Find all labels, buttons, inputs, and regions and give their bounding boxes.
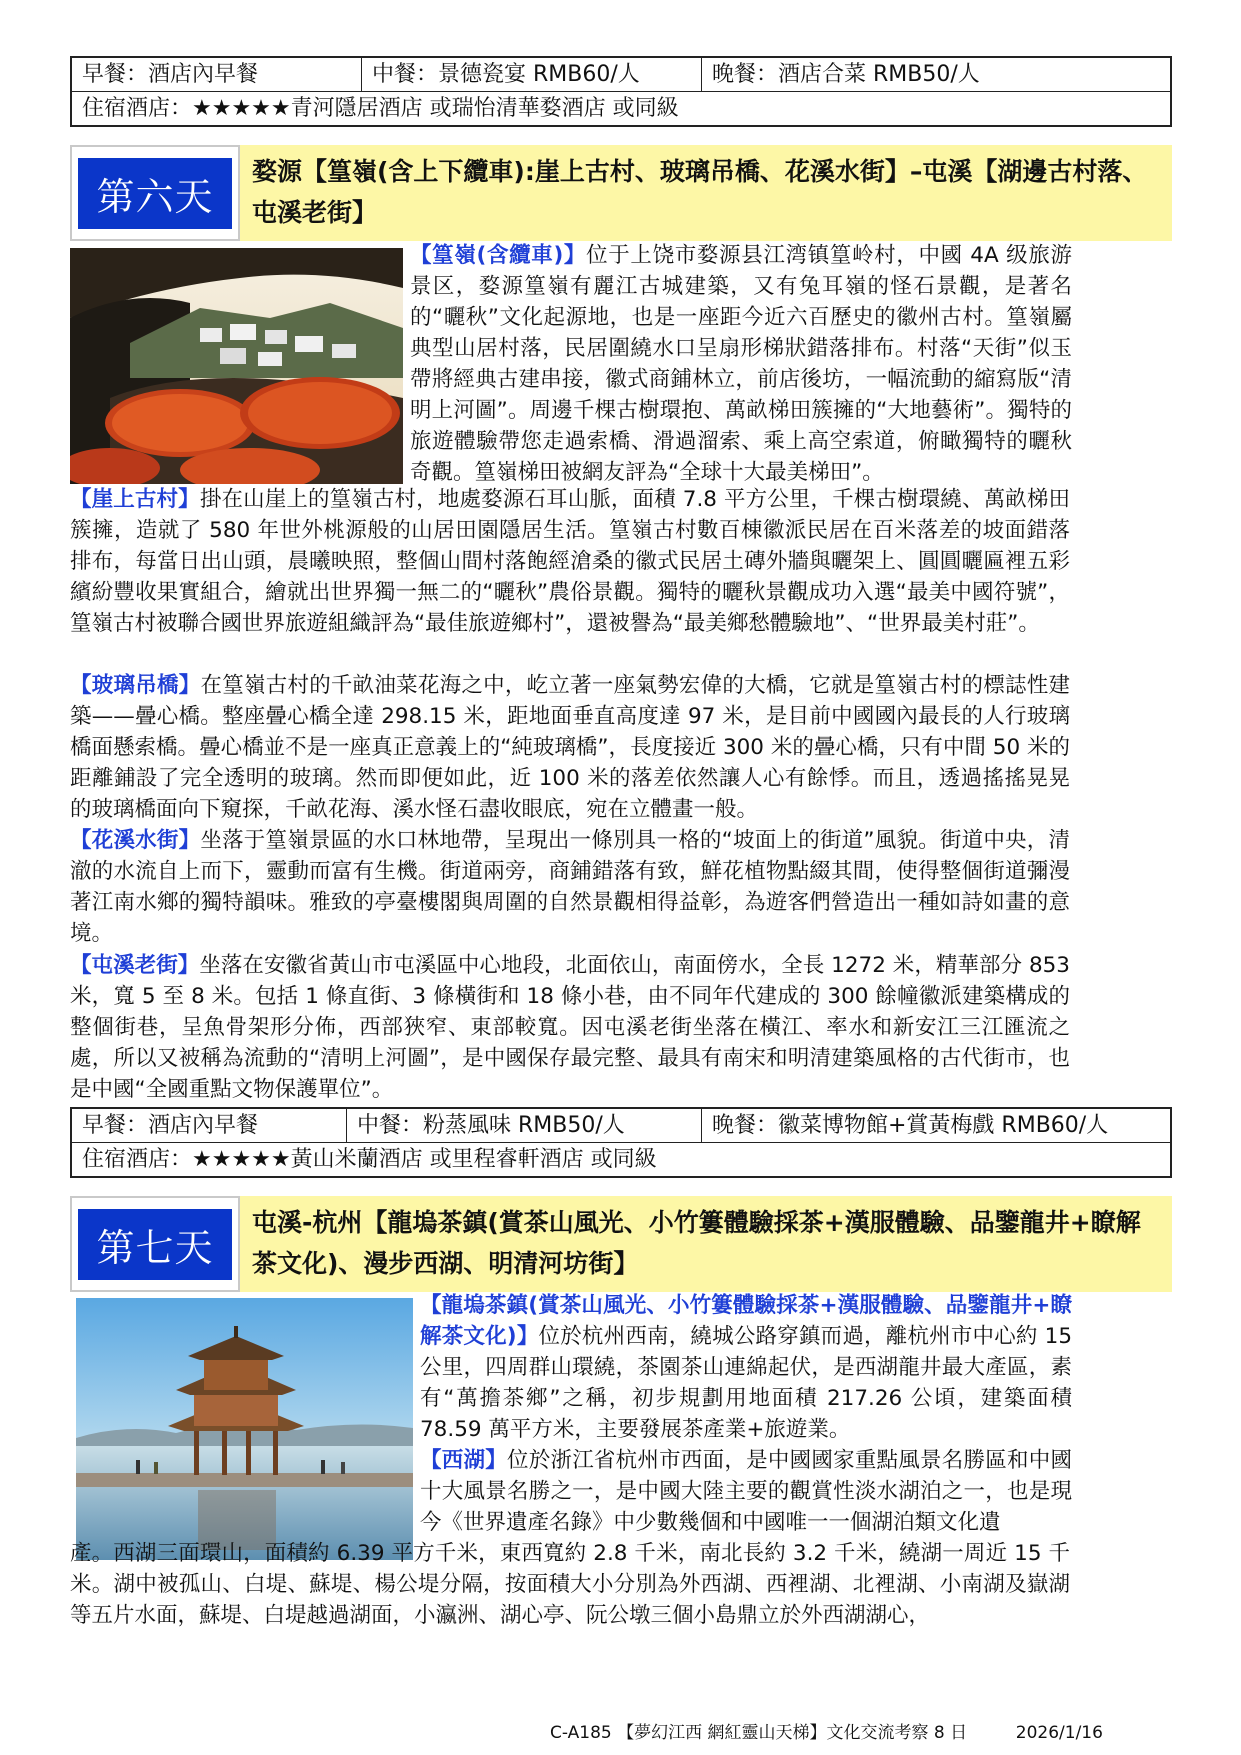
hotel-row [72,92,1170,125]
section-heading: 【篁嶺(含纜車)】 [410,243,587,268]
hotel-cell: 住宿酒店：★★★★★青河隱居酒店 或瑞怡清華婺酒店 或同級 [82,96,679,121]
section-heading: 【屯溪老街】 [70,953,200,978]
section-cliff-village [70,484,1070,639]
section-text: 位於浙江省杭州市西面，是中國國家重點風景名勝區和中國十大風景名勝之一，是中國大陸主要的觀賞性淡水湖泊之一，也是現今《世界遺產名錄》中少數幾個和中國唯一一個湖泊類文化遺 [420,1448,1072,1535]
huangling-illustration [70,248,403,484]
section-text: 在篁嶺古村的千畝油菜花海之中，屹立著一座氣勢宏偉的大橋，它就是篁嶺古村的標誌性建築——曡心橋。整座曡心橋全達 298.15 米，距地面垂直高度達 97 米，是目前中國國內最長的人行玻璃橋面懸索橋。曡心橋並不是一座真正意義上的“純玻璃橋”，長度接近 300 米的曡心橋，只有中間 50 米的距離鋪設了完全透明的玻璃。然而即便如此，近 100 米的落差依然讓人心有餘悸。而且，透過搖搖晃晃的玻璃橋面向下窺探，千畝花海、溪水怪石盡收眼底，宛在立體畫一般。 [70,673,1070,822]
section-text: 產。西湖三面環山，面積約 6.39 平方千米，東西寬約 2.8 千米，南北長約 3.2 千米，繞湖一周近 15 千米。湖中被孤山、白堤、蘇堤、楊公堤分隔，按面積大小分別為外西湖、西裡湖、北裡湖、小南湖及嶽湖等五片水面，蘇堤、白堤越過湖面，小瀛洲、湖心亭、阮公墩三個小島鼎立於外西湖湖心， [70,1541,1070,1628]
day6-label: 第六天 [78,158,231,229]
meal-row [72,58,1170,92]
day6-header [70,145,1172,241]
lunch-cell: 中餐：粉蒸風味 RMB50/人 [347,1109,702,1142]
dinner-cell: 晚餐：酒店合菜 RMB50/人 [712,62,980,87]
section-heading: 【花溪水街】 [70,828,201,853]
breakfast-cell: 早餐：酒店內早餐 [72,1109,347,1142]
page-footer: C-A185 【夢幻江西 網紅靈山天梯】文化交流考察 8 日 2026/1/16 [550,1723,1103,1743]
day7-label: 第七天 [78,1209,231,1280]
day7-label-box [70,1196,240,1292]
section-west-lake [420,1445,1072,1538]
day6-title: 婺源【篁嶺(含上下纜車):崖上古村、玻璃吊橋、花溪水街】–屯溪【湖邊古村落、屯溪老街】 [240,145,1172,241]
huangling-photo [70,248,403,484]
section-text: 掛在山崖上的篁嶺古村，地處婺源石耳山脈，面積 7.8 平方公里，千棵古樹環繞、萬畝梯田簇擁，造就了 580 年世外桃源般的山居田園隱居生活。篁嶺古村數百棟徽派民居在百米落差的坡面錯落排布，每當日出山頭，晨曦映照，整個山間村落飽經滄桑的徽式民居土磚外牆與曬架上、圓圓曬匾裡五彩繽紛豐收果實組合，繪就出世界獨一無二的“曬秋”農俗景觀。獨特的曬秋景觀成功入選“最美中國符號”，篁嶺古村被聯合國世界旅遊組織評為“最佳旅遊鄉村”，還被譽為“最美鄉愁體驗地”、“世界最美村莊”。 [70,487,1070,636]
dinner-cell: 晚餐：徽菜博物館+賞黃梅戲 RMB60/人 [712,1113,1109,1138]
section-huangling [410,240,1072,488]
day7-title: 屯溪-杭州【龍塢茶鎮(賞茶山風光、小竹簍體驗採茶+漢服體驗、品鑒龍井+瞭解茶文化)、漫步西湖、明清河坊街】 [240,1196,1172,1292]
westlake-illustration [76,1298,413,1560]
section-text: 位於杭州西南，繞城公路穿鎮而過，離杭州市中心約 15 公里，四周群山環繞，茶園茶山連綿起伏，是西湖龍井最大產區，素有“萬擔茶鄉”之稱，初步規劃用地面積 217.26 公頃，建築面積 78.59 萬平方米，主要發展茶產業+旅遊業。 [420,1324,1073,1442]
section-tunxi-street [70,950,1070,1105]
day6-label-box [70,145,240,241]
section-longwu-tea-town [420,1290,1072,1445]
section-heading: 【玻璃吊橋】 [70,673,201,698]
westlake-photo [76,1298,413,1560]
hotel-row [72,1143,1170,1176]
section-text: 坐落在安徽省黃山市屯溪區中心地段，北面依山，南面傍水，全長 1272 米，精華部分 853 米，寬 5 至 8 米。包括 1 條直街、3 條橫街和 18 條小巷，由不同年代建成的 300 餘幢徽派建築構成的整個街巷，呈魚骨架形分佈，西部狹窄、東部較寬。因屯溪老街坐落在橫江、率水和新安江三江匯流之處，所以又被稱為流動的“清明上河圖”，是中國保存最完整、最具有南宋和明清建築風格的古代街市，也是中國“全國重點文物保護單位”。 [70,953,1070,1102]
section-heading: 【西湖】 [420,1448,507,1473]
hotel-cell: 住宿酒店：★★★★★黃山米蘭酒店 或里程睿軒酒店 或同級 [82,1147,657,1172]
section-text: 坐落于篁嶺景區的水口林地帶，呈現出一條別具一格的“坡面上的街道”風貌。街道中央，清澈的水流自上而下，靈動而富有生機。街道兩旁，商鋪錯落有致，鮮花植物點綴其間，使得整個街道彌漫著江南水鄉的獨特韻味。雅致的亭臺樓閣與周圍的自然景觀相得益彰，為遊客們營造出一種如詩如畫的意境。 [70,828,1070,946]
section-flower-stream [70,825,1070,949]
meal-row [72,1109,1170,1143]
section-heading: 【龍塢茶鎮(賞茶山風光、小竹簍體驗採茶+漢服體驗、品鑒龍井+瞭解茶文化)】 [420,1293,1072,1349]
section-west-lake-cont [70,1538,1070,1631]
meal-table-day6 [70,1107,1172,1178]
section-heading: 【崖上古村】 [70,487,200,512]
section-glass-bridge [70,670,1070,825]
lunch-cell: 中餐：景德瓷宴 RMB60/人 [362,58,702,91]
day7-header [70,1196,1172,1292]
meal-table-day5 [70,56,1172,127]
breakfast-cell: 早餐：酒店內早餐 [72,58,362,91]
section-text: 位于上饶市婺源县江湾镇篁岭村，中國 4A 级旅游景区，婺源篁嶺有麗江古城建築，又有兔耳嶺的怪石景觀，是著名的“曬秋”文化起源地，也是一座距今近六百歷史的徽州古村。篁嶺屬典型山居村落，民居圍繞水口呈扇形梯狀錯落排布。村落“天街”似玉帶將經典古建串接，徽式商鋪林立，前店後坊，一幅流動的縮寫版“清明上河圖”。周邊千棵古樹環抱、萬畝梯田簇擁的“大地藝術”。獨特的旅遊體驗帶您走過索橋、滑過溜索、乘上高空索道，俯瞰獨特的曬秋奇觀。篁嶺梯田被網友評為“全球十大最美梯田”。 [410,243,1072,485]
